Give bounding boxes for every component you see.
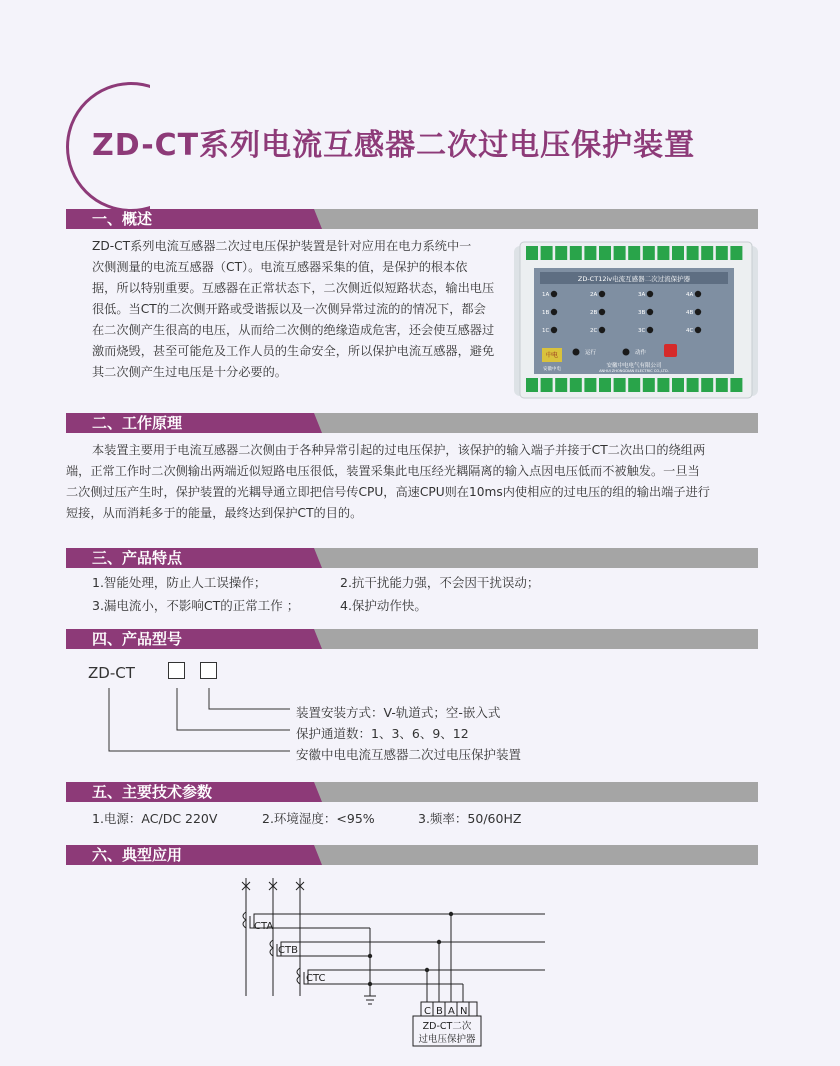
terminal-block: [716, 378, 728, 392]
terminal-block: [657, 378, 669, 392]
led-label: 1B: [542, 310, 550, 316]
led-indicator: [695, 327, 701, 333]
terminal-block: [526, 246, 538, 260]
spec-item: 3.频率：50/60HZ: [418, 811, 522, 826]
terminal-block: [672, 246, 684, 260]
model-bracket-lines: [100, 680, 300, 760]
section-header-model: 四、产品型号: [66, 629, 758, 649]
terminal-block: [716, 246, 728, 260]
svg-text:中电: 中电: [545, 352, 559, 359]
terminal-block: [730, 246, 742, 260]
model-prefix: ZD-CT: [88, 664, 135, 682]
led-label: 2A: [590, 292, 598, 298]
section-header-principle: 二、工作原理: [66, 413, 758, 433]
section-header-features: 三、产品特点: [66, 548, 758, 568]
svg-text:CTA: CTA: [254, 921, 274, 932]
led-indicator: [695, 291, 701, 297]
terminal-block: [555, 378, 567, 392]
led-indicator: [599, 309, 605, 315]
terminal-block: [555, 246, 567, 260]
led-label: 4C: [686, 328, 694, 334]
led-label: 4B: [686, 310, 694, 316]
terminal-block: [687, 246, 699, 260]
model-legend-name: 安徽中电电流互感器二次过电压保护装置: [296, 747, 522, 762]
spec-item: 2.环境湿度：<95%: [262, 811, 375, 826]
svg-text:安徽中电电气有限公司: 安徽中电电气有限公司: [606, 363, 662, 369]
led-label: 3C: [638, 328, 646, 334]
terminal-block: [526, 378, 538, 392]
svg-text:N: N: [460, 1006, 468, 1017]
led-indicator: [551, 309, 557, 315]
led-indicator: [551, 291, 557, 297]
led-label: 4A: [686, 292, 694, 298]
terminal-block: [672, 378, 684, 392]
svg-text:安徽中电: 安徽中电: [543, 367, 561, 372]
feature-item: 4.保护动作快。: [340, 598, 427, 613]
terminal-block: [599, 246, 611, 260]
model-legend-install: 装置安装方式：V-轨道式；空-嵌入式: [296, 705, 501, 720]
terminal-block: [730, 378, 742, 392]
feature-item: 3.漏电流小，不影响CT的正常工作 ；: [92, 598, 300, 613]
section-header-application: 六、典型应用: [66, 845, 758, 865]
svg-text:过电压保护器: 过电压保护器: [418, 1034, 476, 1045]
led-indicator: [647, 291, 653, 297]
terminal-block: [541, 246, 553, 260]
terminal-block: [614, 378, 626, 392]
led-indicator: [599, 327, 605, 333]
terminal-block: [687, 378, 699, 392]
model-option-box: [200, 662, 217, 679]
feature-item: 2.抗干扰能力强，不会因干扰误动；: [340, 575, 540, 590]
svg-text:ANHUI ZHONGDIAN ELECTRIC CO.,L: ANHUI ZHONGDIAN ELECTRIC CO.,LTD.: [599, 369, 669, 373]
svg-text:B: B: [436, 1006, 443, 1017]
terminal-block: [599, 378, 611, 392]
terminal-block: [701, 246, 713, 260]
svg-text:C: C: [424, 1006, 431, 1017]
section-header-specs: 五、主要技术参数: [66, 782, 758, 802]
svg-text:运行: 运行: [585, 350, 597, 356]
model-legend-channels: 保护通道数：1、3、6、9、12: [296, 726, 469, 741]
svg-text:ZD-CT12iv电流互感器二次过流保护器: ZD-CT12iv电流互感器二次过流保护器: [577, 275, 691, 283]
device-image: [514, 238, 758, 404]
led-indicator: [647, 327, 653, 333]
svg-text:A: A: [448, 1006, 455, 1017]
section-header-overview: 一、概述: [66, 209, 758, 229]
principle-text: 本装置主要用于电流互感器二次侧由于各种异常引起的过电压保护，该保护的输入端子并接于CT二次出口的绕组两 端，正常工作时二次侧输出两端近似短路电压很低，装置采集此电压经光耦隔离的输入点因电压低而不被触发。一旦当 二次侧过压产生时，保护装置的光耦导通立即把信号传CPU，高速CPU则在10ms内使相应的过电压的组的输出端子进行 短接，从而消耗多于的能量，最终达到保护CT的目的。: [66, 443, 710, 520]
led-indicator: [695, 309, 701, 315]
terminal-block: [628, 378, 640, 392]
terminal-block: [614, 246, 626, 260]
terminal-block: [628, 246, 640, 260]
feature-item: 1.智能处理，防止人工误操作；: [92, 575, 267, 590]
led-label: 1A: [542, 292, 550, 298]
led-label: 2B: [590, 310, 598, 316]
svg-text:CTB: CTB: [278, 945, 298, 956]
terminal-block: [643, 246, 655, 260]
svg-text:CTC: CTC: [306, 973, 326, 984]
terminal-block: [584, 378, 596, 392]
led-indicator: [551, 327, 557, 333]
terminal-block: [701, 378, 713, 392]
svg-text:ZD-CT二次: ZD-CT二次: [422, 1021, 472, 1032]
application-wiring-diagram: [220, 870, 560, 1050]
terminal-block: [570, 246, 582, 260]
terminal-block: [643, 378, 655, 392]
led-label: 2C: [590, 328, 598, 334]
overview-text: ZD-CT系列电流互感器二次过电压保护装置是针对应用在电力系统中一 次侧测量的电流互感器（CT）。电流互感器采集的值，是保护的根本依 据，所以特别重要。互感器在正常状态下，二次侧近似短路状态，输出电压 很低。当CT的二次侧开路或受谐振以及一次侧异常过流的的情况下，都会 在二次侧产生很高的电压，从而给二次侧的绝缘造成危害，还会使互感器过 激而烧毁，甚至可能危及工作人员的生命安全，所以保护电流互感器，避免 其二次侧产生过电压是十分必要的。: [92, 239, 495, 379]
led-label: 1C: [542, 328, 550, 334]
led-label: 3B: [638, 310, 646, 316]
spec-item: 1.电源：AC/DC 220V: [92, 811, 218, 826]
model-option-box: [168, 662, 185, 679]
svg-text:动作: 动作: [635, 350, 647, 356]
led-label: 3A: [638, 292, 646, 298]
terminal-block: [657, 246, 669, 260]
terminal-block: [584, 246, 596, 260]
page-title: ZD-CT系列电流互感器二次过电压保护装置: [92, 128, 696, 163]
led-indicator: [647, 309, 653, 315]
terminal-block: [570, 378, 582, 392]
terminal-block: [541, 378, 553, 392]
led-indicator: [599, 291, 605, 297]
